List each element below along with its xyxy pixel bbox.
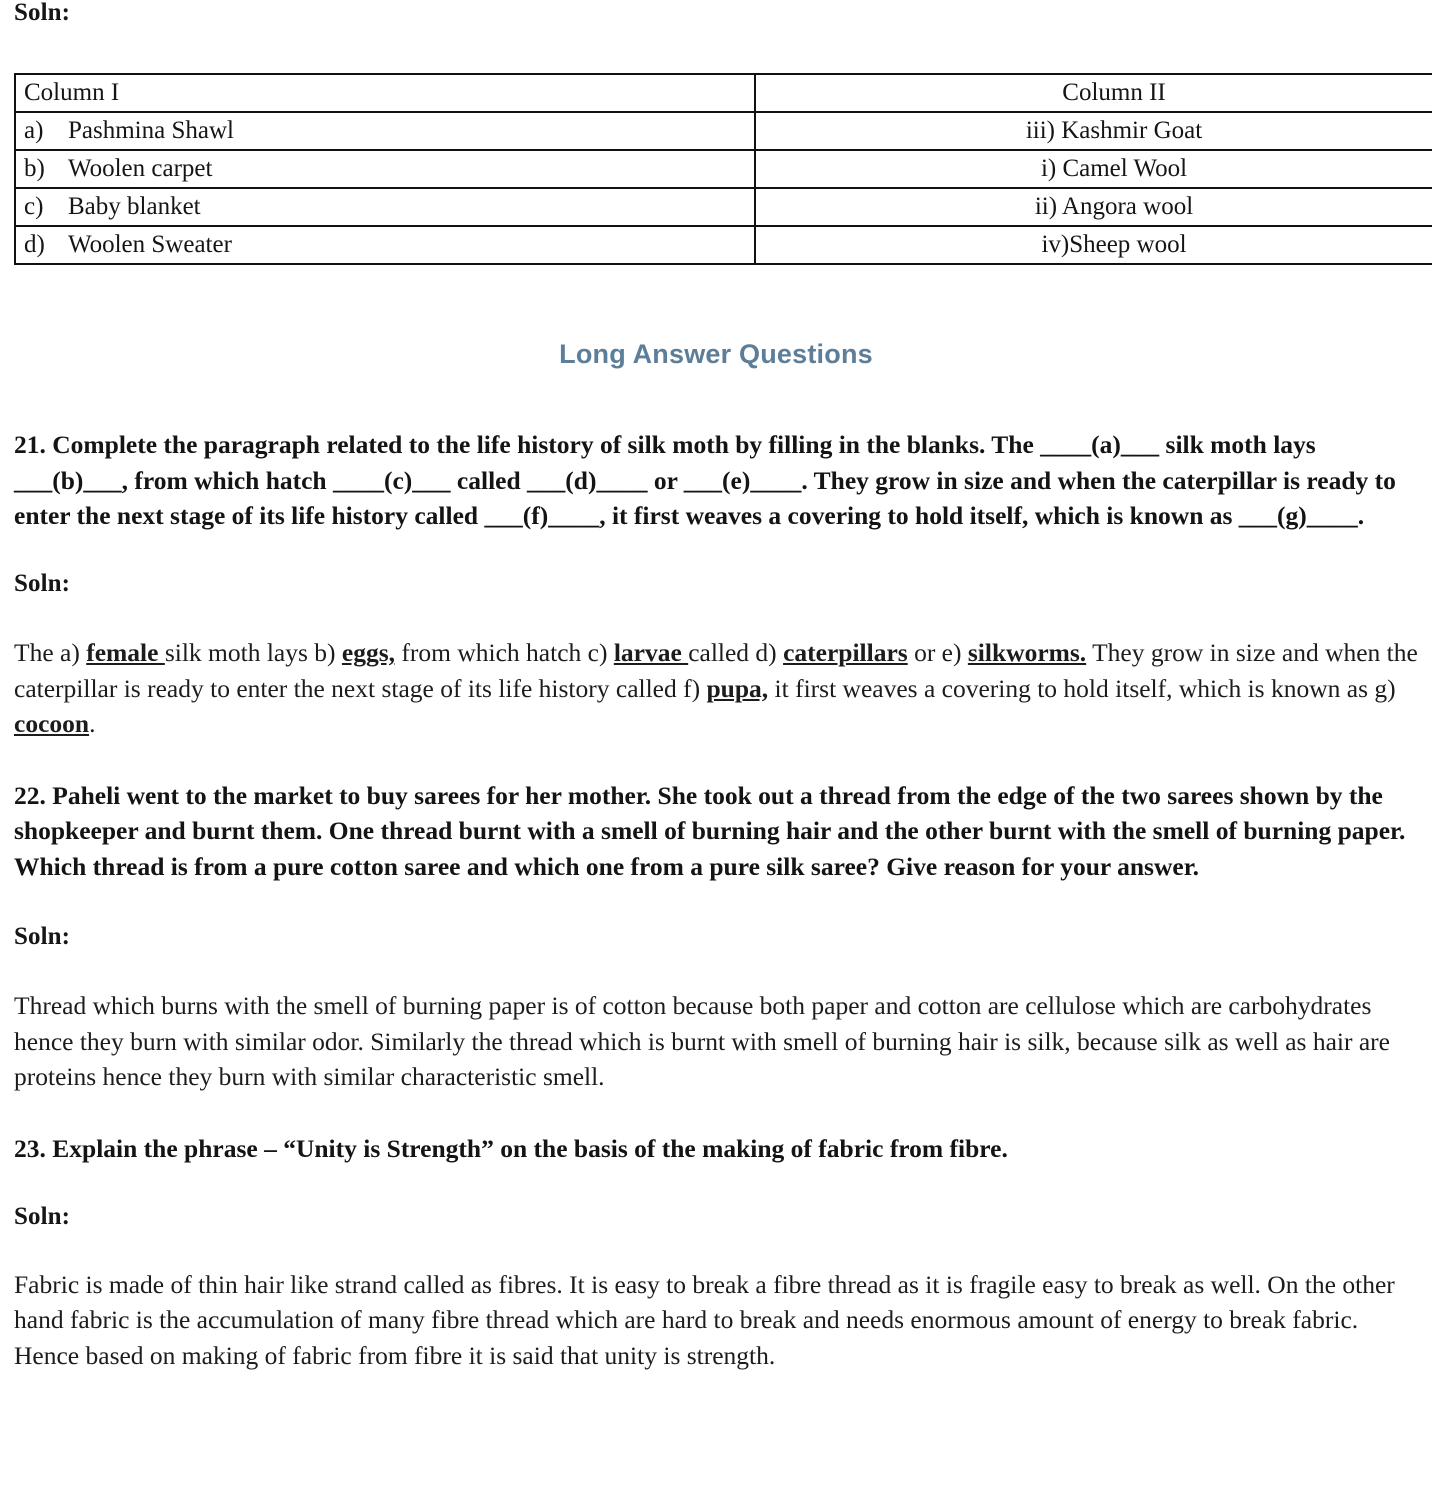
row-label-left: Woolen carpet <box>68 154 213 182</box>
spacer <box>14 534 1418 571</box>
spacer <box>14 950 1418 988</box>
table-cell-left <box>15 188 755 226</box>
question-21: 21. Complete the paragraph related to the life history of silk moth by filling in the blanks. The ____(a)___ silk moth lays ___(b)___, from which hatch ____(c)___ called ___(d)____ or ___(e)____. They grow in size and when the caterpillar is ready to enter the next stage of its life history called ___(f)____, it first weaves a covering to hold itself, which is known as ___(g)____. <box>14 430 1396 531</box>
spacer <box>14 26 1418 73</box>
spacer <box>14 1166 1418 1204</box>
table-cell-right: i) Camel Wool <box>755 150 1432 188</box>
soln-label-21: Soln: <box>14 569 71 597</box>
answer-text: it first weaves a covering to hold itself, which is known as g) <box>768 673 1396 703</box>
table-cell-left <box>15 112 755 150</box>
soln-label-22: Soln: <box>14 923 71 950</box>
question-23: 23. Explain the phrase – “Unity is Strength” on the basis of the making of fabric from fibre. <box>14 1133 1008 1163</box>
section-heading-long-answer: Long Answer Questions <box>559 339 873 370</box>
answer-text: . <box>89 709 96 738</box>
answer-key-term: cocoon <box>14 709 90 738</box>
answer-key-term: eggs, <box>341 638 396 667</box>
table-cell-right: ii) Angora wool <box>755 188 1432 226</box>
table-row <box>15 188 1432 226</box>
spacer <box>14 265 1418 339</box>
answer-text: from which hatch c) <box>395 638 614 667</box>
answer-key-term: larvae <box>613 638 689 667</box>
answer-text: called d) <box>688 638 784 667</box>
column-header-right: Column II <box>755 74 1432 112</box>
table-row <box>15 112 1432 150</box>
row-marker: b) <box>24 154 45 182</box>
table-cell-right: iv)Sheep wool <box>755 226 1432 264</box>
question-22: 22. Paheli went to the market to buy sarees for her mother. She took out a thread from the edge of the two sarees shown by the shopkeeper and burnt them. One thread burnt with a smell of burning hair and the other burnt with the smell of burning paper. Which thread is from a pure cotton saree and which one from a pure silk saree? Give reason for your answer. <box>14 780 1406 881</box>
answer-text: They grow in size and when the caterpillar is ready to enter the next stage of its life history called f) <box>14 638 1418 703</box>
answer-21 <box>14 635 1418 742</box>
row-marker: d) <box>24 230 45 258</box>
answer-23: Fabric is made of thin hair like strand called as fibres. It is easy to break a fibre thread as it is fragile easy to break as well. On the other hand fabric is the accumulation of many fibre thread which are hard to break and needs enormous amount of energy to break fabric. Hence based on making of fabric from fibre it is said that unity is strength. <box>14 1269 1395 1370</box>
column-match-table <box>14 73 1432 265</box>
row-label-left: Pashmina Shawl <box>68 116 234 144</box>
answer-key-term: pupa, <box>706 673 769 703</box>
row-label-left: Woolen Sweater <box>68 230 232 258</box>
answer-text: or e) <box>907 638 968 667</box>
spacer <box>14 884 1418 924</box>
row-label-left: Baby blanket <box>68 192 201 220</box>
table-header-row <box>15 74 1432 112</box>
spacer <box>14 1231 1418 1267</box>
spacer <box>14 742 1418 778</box>
row-marker: c) <box>24 192 44 220</box>
answer-key-term: silkworms. <box>967 638 1087 667</box>
table-row <box>15 226 1432 264</box>
table-cell-right: iii) Kashmir Goat <box>755 112 1432 150</box>
table-row <box>15 150 1432 188</box>
column-header-left: Column I <box>15 74 755 112</box>
answer-key-term: caterpillars <box>783 638 908 667</box>
soln-label-matching: Soln: <box>14 0 71 26</box>
table-cell-left <box>15 226 755 264</box>
spacer <box>14 370 1418 427</box>
table-cell-left <box>15 150 755 188</box>
row-marker: a) <box>24 116 44 144</box>
soln-label-23: Soln: <box>14 1203 71 1231</box>
answer-text: The a) <box>14 638 87 667</box>
answer-text: silk moth lays b) <box>164 638 342 667</box>
answer-22: Thread which burns with the smell of burning paper is of cotton because both paper and cotton are cellulose which are carbohydrates hence they burn with similar odor. Similarly the thread which is burnt with smell of burning hair is silk, because silk as well as hair are proteins hence they burn with similar characteristic smell. <box>14 991 1390 1092</box>
answer-key-term: female <box>86 638 165 667</box>
spacer <box>14 597 1418 635</box>
spacer <box>14 1095 1418 1131</box>
